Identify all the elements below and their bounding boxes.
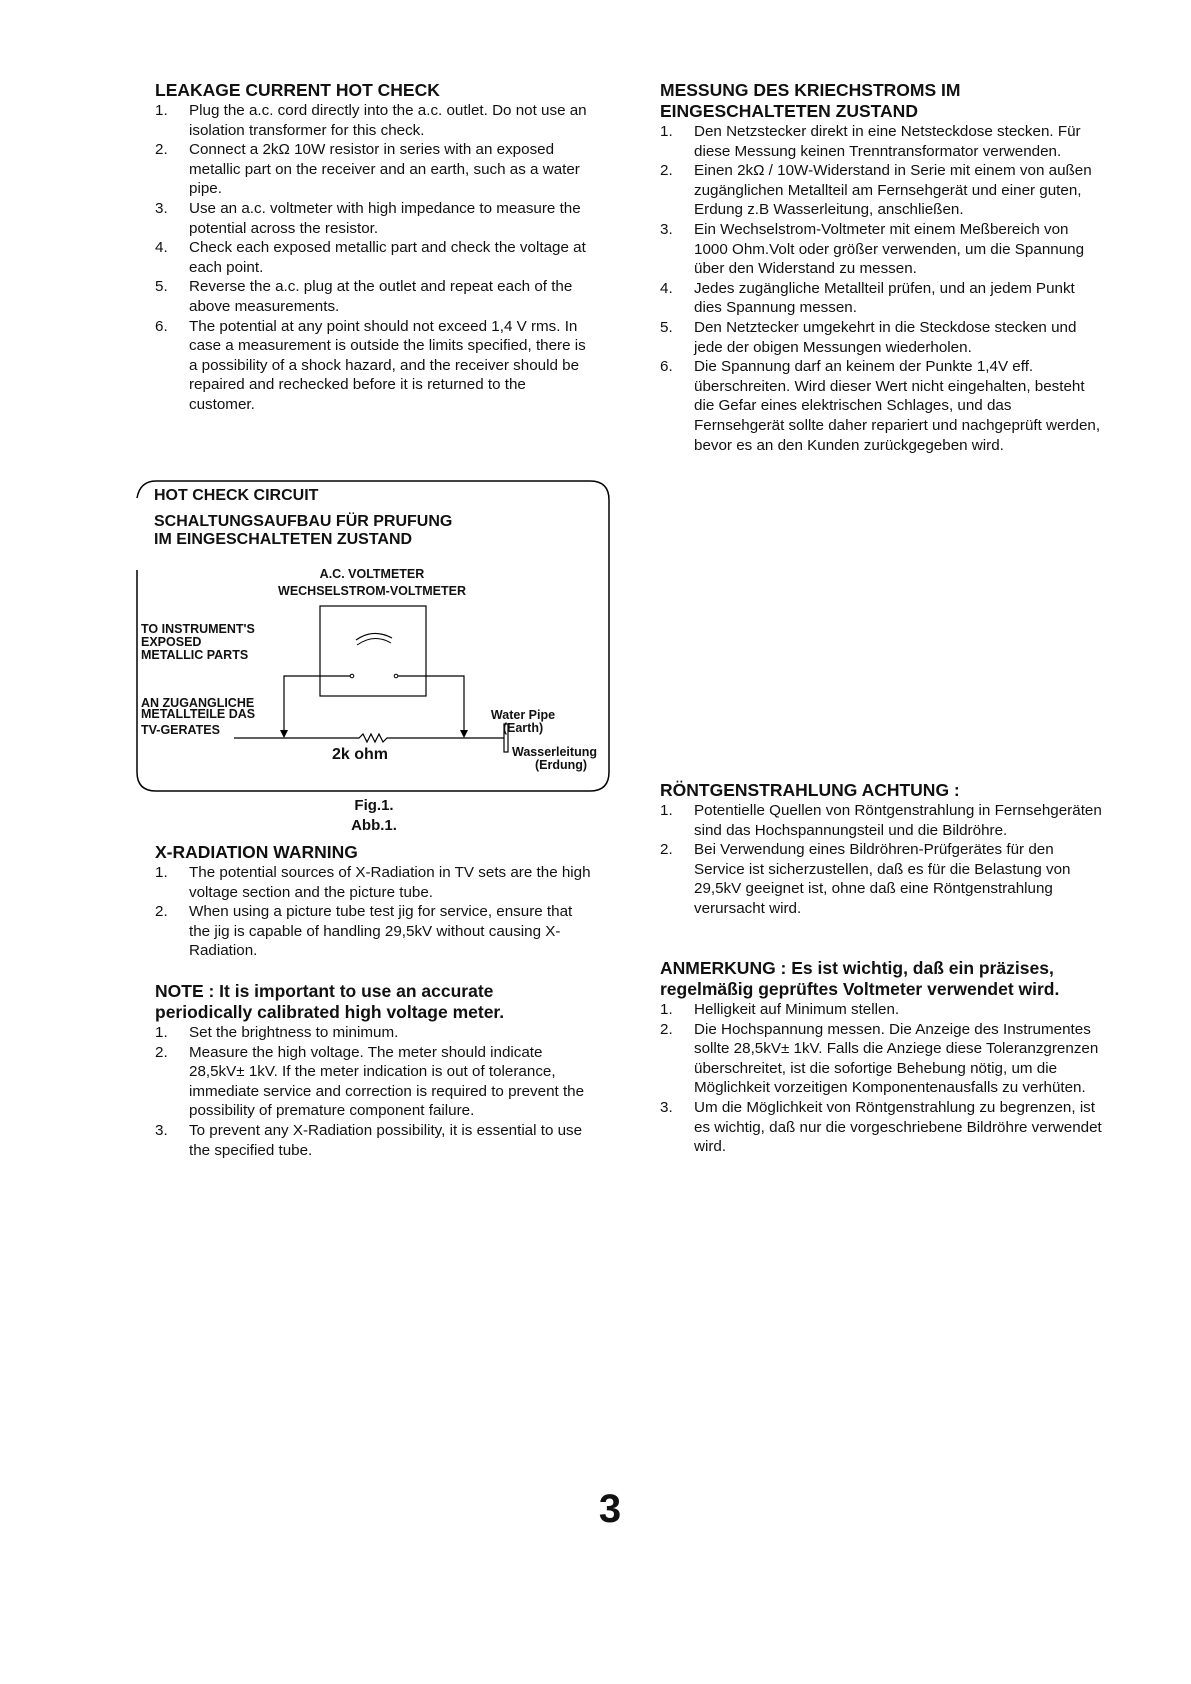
- list-item: 5. Den Netztecker umgekehrt in die Steckdose stecken und jede der obigen Messungen wiederholen.: [660, 318, 1077, 356]
- list-item: 3. Ein Wechselstrom-Voltmeter mit einem Meßbereich von 1000 Ohm.Volt oder größer verwenden, um die Spannung über den Widerstand zu messen.: [660, 220, 1085, 278]
- list-item: 2. Die Hochspannung messen. Die Anzeige des Instrumentes sollte 28,5kV± 1kV. Falls die Anziege diese Toleranzgrenzen überschreitet, ist die sofortige Behebung nötig, um die Möglichkeit vorzeitigen Komponentenausfalls zu verhüten.: [660, 1020, 1099, 1097]
- list-item: 2. When using a picture tube test jig for service, ensure that the jig is capable of handling 29,5kV without causing X-Radiation.: [155, 903, 573, 960]
- list-item: 3. To prevent any X-Radiation possibility, it is essential to use the specified tube.: [155, 1121, 583, 1159]
- leakage-title: LEAKAGE CURRENT HOT CHECK: [155, 80, 440, 100]
- roentgen-title: RÖNTGENSTRAHLUNG ACHTUNG :: [660, 780, 960, 800]
- list-item: 6. Die Spannung darf an keinem der Punkte 1,4V eff. überschreiten. Wird dieser Wert nicht eingehalten, besteht die Gefar eines elektrischen Schlages, und das Fernsehgerät sollte daher repariert und nachgeprüft werden, bevor es an den Kunden zurückgegeben wird.: [660, 358, 1101, 454]
- earth-label: (Earth): [502, 721, 544, 735]
- erdung-label: (Erdung): [534, 758, 588, 772]
- lead-left: [284, 676, 350, 736]
- anmerkung-list: [660, 1000, 1105, 1157]
- page-number: 3: [598, 1487, 622, 1531]
- note-title: NOTE : It is important to use an accurate periodically calibrated high voltage meter.: [155, 981, 505, 1022]
- xradiation-section: [155, 842, 595, 961]
- voltmeter-label: A.C. VOLTMETER: [319, 567, 425, 581]
- list-item: 2. Measure the high voltage. The meter should indicate 28,5kV± 1kV. If the meter indication is out of tolerance, immediate service and correction is required to prevent the possibility of premature component failure.: [155, 1043, 585, 1120]
- anmerkung-section: [660, 958, 1105, 1157]
- hot-check-circuit-figure: [134, 480, 610, 792]
- metallteile-label-3: TV-GERATES: [141, 723, 220, 737]
- list-item: 3. Use an a.c. voltmeter with high impedance to measure the potential across the resistor.: [155, 199, 581, 237]
- lead-right: [398, 676, 464, 736]
- wasserleitung-label: Wasserleitung: [512, 745, 597, 759]
- voltmeter-terminal-right: [394, 674, 398, 678]
- roentgen-list: [660, 801, 1105, 919]
- voltmeter-terminal-left: [350, 674, 354, 678]
- roentgen-section: [660, 780, 1105, 919]
- list-item: 1. Helligkeit auf Minimum stellen.: [660, 1001, 900, 1018]
- xradiation-list: [155, 863, 595, 961]
- messung-section: [660, 80, 1105, 455]
- list-item: 1. Plug the a.c. cord directly into the a.c. outlet. Do not use an isolation transformer for this check.: [155, 102, 587, 139]
- voltmeter-dial: [356, 633, 392, 640]
- instrument-label-3: METALLIC PARTS: [141, 648, 249, 662]
- list-item: 5. Reverse the a.c. plug at the outlet and repeat each of the above measurements.: [155, 278, 573, 315]
- arrow-left: [280, 730, 288, 738]
- instrument-label-2: EXPOSED: [141, 635, 202, 649]
- leakage-list: [155, 101, 595, 415]
- figure-caption: Fig.1.: [354, 797, 394, 814]
- list-item: 1. Den Netzstecker direkt in eine Netsteckdose stecken. Für diese Messung keinen Trenntransformator verwenden.: [660, 123, 1081, 160]
- list-item: 2. Connect a 2kΩ 10W resistor in series with an exposed metallic part on the receiver and an earth, such as a water pipe.: [155, 141, 580, 198]
- list-item: 4. Jedes zugängliche Metallteil prüfen, und an jedem Punkt dies Spannung messen.: [660, 279, 1075, 317]
- voltmeter-label-de: WECHSELSTROM-VOLTMETER: [278, 584, 466, 598]
- instrument-label: TO INSTRUMENT'S: [141, 622, 255, 636]
- figure-subtitle: SCHALTUNGSAUFBAU FÜR PRUFUNG: [154, 513, 453, 530]
- messung-title: MESSUNG DES KRIECHSTROMS IM EINGESCHALTETEN ZUSTAND: [660, 80, 961, 121]
- leakage-section: [155, 80, 595, 415]
- figure-title: HOT CHECK CIRCUIT: [154, 487, 319, 504]
- list-item: 4. Check each exposed metallic part and check the voltage at each point.: [155, 239, 586, 276]
- xradiation-title: X-RADIATION WARNING: [155, 842, 358, 862]
- anmerkung-title: ANMERKUNG : Es ist wichtig, daß ein präzises, regelmäßig geprüftes Voltmeter verwendet wird.: [660, 958, 1060, 999]
- list-item: 1. Set the brightness to minimum.: [155, 1024, 399, 1041]
- metallteile-label: AN ZUGANGLICHE: [141, 696, 255, 710]
- list-item: 2. Bei Verwendung eines Bildröhren-Prüfgerätes für den Service ist sicherzustellen, daß es für die Belastung von 29,5kV geeignet ist, ohne daß eine Röntgenstrahlung verursacht wird.: [660, 841, 1071, 917]
- figure-subtitle-2: IM EINGESCHALTETEN ZUSTAND: [154, 531, 413, 548]
- list-item: 3. Um die Möglichkeit von Röntgenstrahlung zu begrenzen, ist es wichtig, daß nur die vorgeschriebene Bildröhre verwendet wird.: [660, 1098, 1102, 1156]
- list-item: 6. The potential at any point should not exceed 1,4 V rms. In case a measurement is outside the limits specified, there is a possibility of a shock hazard, and the receiver should be repaired and rechecked before it is returned to the customer.: [155, 317, 586, 413]
- voltmeter-dial-inner: [357, 638, 391, 645]
- note-section: [155, 981, 595, 1160]
- resistor-label: 2k ohm: [332, 746, 389, 763]
- list-item: 2. Einen 2kΩ / 10W-Widerstand in Serie mit einem von außen zugänglichen Metallteil am Fernsehgerät und einer guten, Erdung z.B Wasserleitung, anschließen.: [660, 162, 1092, 219]
- figure-caption-de: Abb.1.: [351, 817, 397, 834]
- list-item: 1. Potentielle Quellen von Röntgenstrahlung in Fernsehgeräten sind das Hochspannungsteil und die Bildröhre.: [660, 802, 1102, 839]
- note-list: [155, 1023, 595, 1160]
- water-pipe-label: Water Pipe: [490, 708, 556, 722]
- voltmeter-box: [320, 606, 426, 696]
- messung-list: [660, 122, 1105, 455]
- arrow-right: [460, 730, 468, 738]
- metallteile-label-2: METALLTEILE DAS: [141, 707, 256, 721]
- list-item: 1. The potential sources of X-Radiation in TV sets are the high voltage section and the picture tube.: [155, 864, 591, 901]
